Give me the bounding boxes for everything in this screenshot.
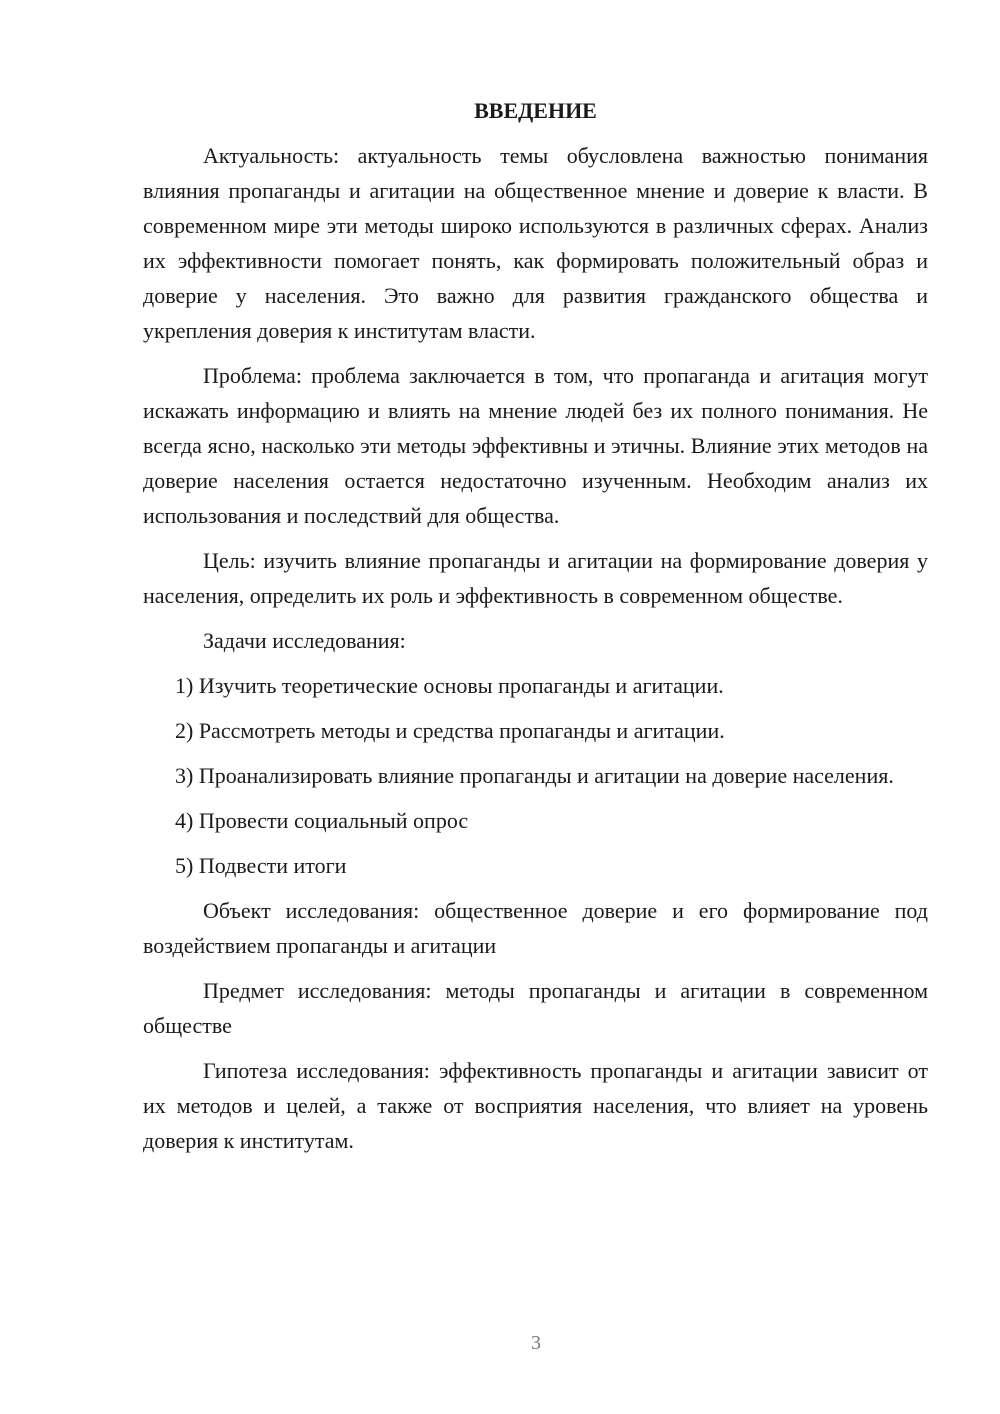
paragraph-goal: Цель: изучить влияние пропаганды и агитации на формирование доверия у населения, определить их роль и эффективность в современном обществе. [143,548,928,608]
task-item-2: 2) Рассмотреть методы и средства пропаганды и агитации. [175,718,725,743]
paragraph-problem: Проблема: проблема заключается в том, что пропаганда и агитация могут искажать информацию и влиять на мнение людей без их полного понимания. Не всегда ясно, насколько эти методы эффективны и этичны. Влияние этих методов на доверие населения остается недостаточно изученным. Необходим анализ их использования и последствий для общества. [143,363,928,528]
paragraph-subject: Предмет исследования: методы пропаганды и агитации в современном обществе [143,978,928,1038]
paragraph-hypothesis: Гипотеза исследования: эффективность пропаганды и агитации зависит от их методов и целей, а также от восприятия населения, что влияет на уровень доверия к институтам. [143,1058,928,1153]
paragraph-object: Объект исследования: общественное доверие и его формирование под воздействием пропаганды и агитации [143,898,928,958]
task-item-4: 4) Провести социальный опрос [175,808,469,833]
page-number: 3 [531,1332,541,1354]
task-item-3: 3) Проанализировать влияние пропаганды и агитации на доверие населения. [175,763,894,788]
page-title: ВВЕДЕНИЕ [474,98,597,123]
task-item-1: 1) Изучить теоретические основы пропаганды и агитации. [175,673,724,698]
tasks-heading: Задачи исследования: [203,628,406,653]
paragraph-relevance: Актуальность: актуальность темы обусловлена важностью понимания влияния пропаганды и агитации на общественное мнение и доверие к власти. В современном мире эти методы широко используются в различных сферах. Анализ их эффективности помогает понять, как формировать положительный образ и доверие у населения. Это важно для развития гражданского общества и укрепления доверия к институтам власти. [143,143,928,343]
document-body [143,96,928,1168]
task-item-5: 5) Подвести итоги [175,853,347,878]
